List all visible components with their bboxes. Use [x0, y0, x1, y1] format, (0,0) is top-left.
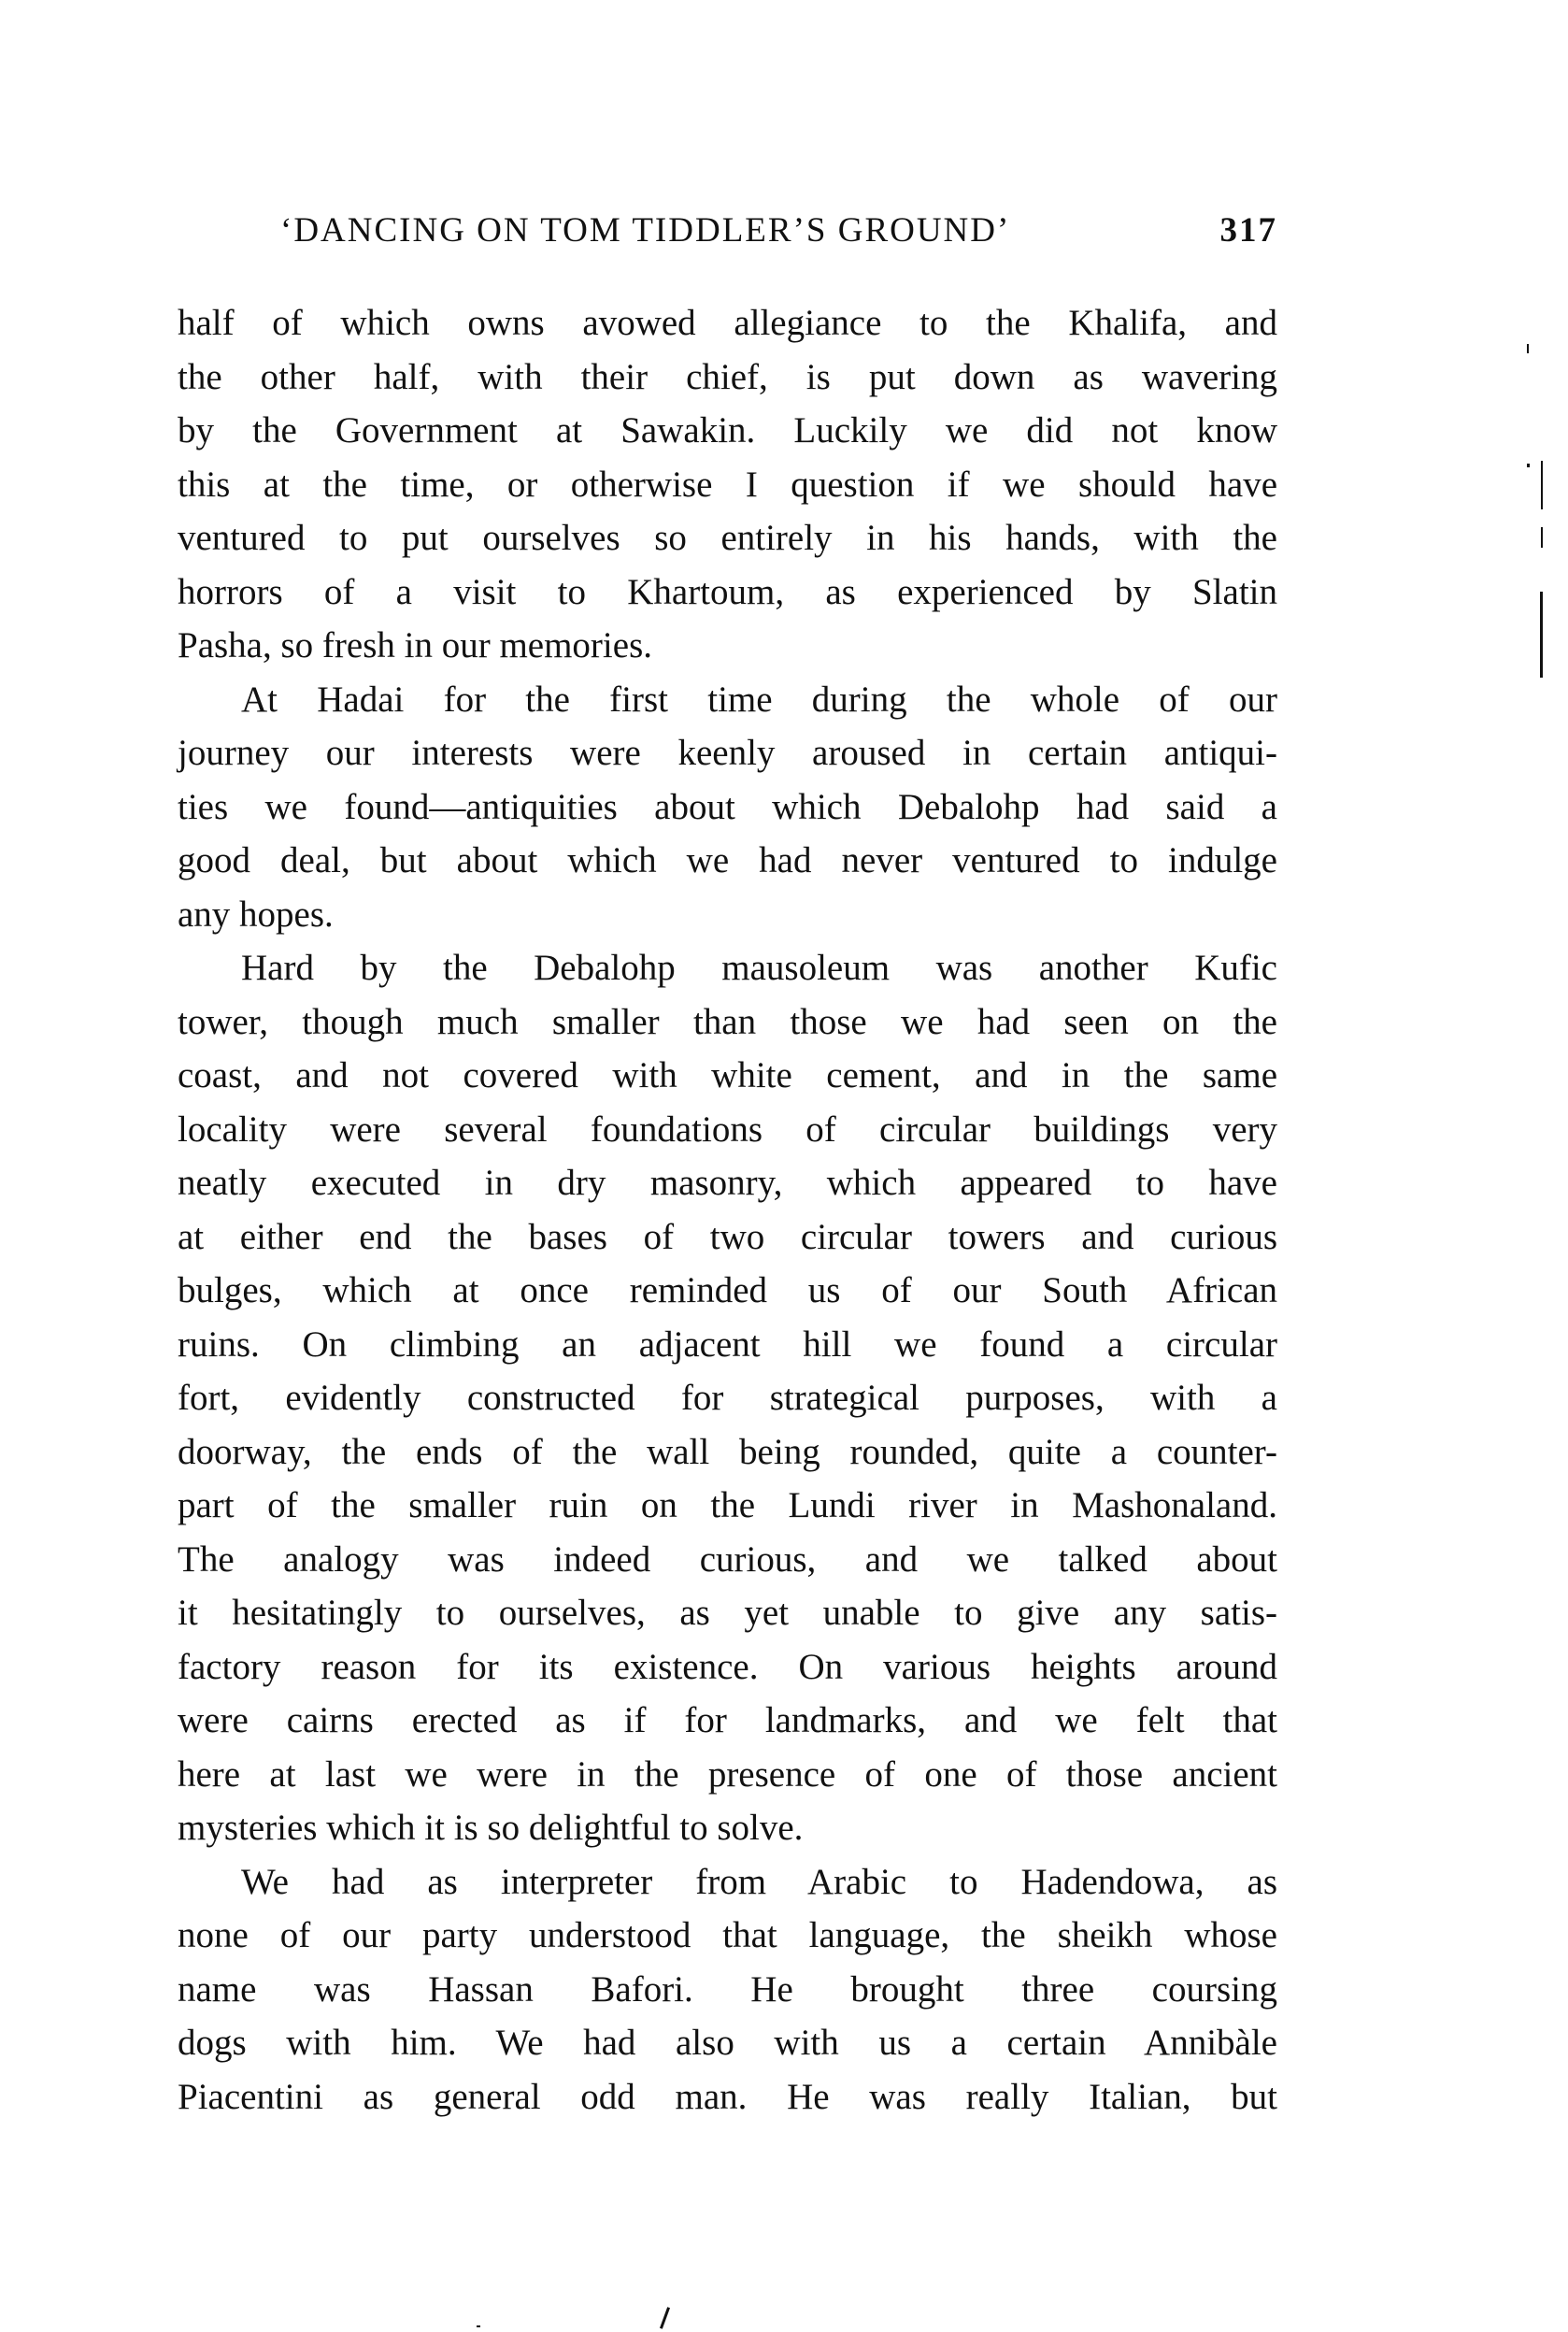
text-line: good deal, but about which we had never ventured to indulge	[178, 840, 1277, 880]
scan-speck	[477, 2325, 480, 2327]
text-line: this at the time, or otherwise I question if we should have	[178, 464, 1277, 505]
text-line: dogs with him. We had also with us a certain Annibàle	[178, 2023, 1277, 2063]
text-line: here at last we were in the presence of one of those ancient	[178, 1753, 1277, 1795]
running-head-title: ‘DANCING ON TOM TIDDLER’S GROUND’	[280, 211, 1011, 250]
running-head	[280, 207, 1277, 254]
text-line: name was Hassan Bafori. He brought three coursing	[178, 1968, 1277, 2010]
text-line: Hard by the Debalohp mausoleum was another Kufic	[241, 948, 1277, 988]
text-line: neatly executed in dry masonry, which appeared to have	[178, 1163, 1277, 1203]
text-line: part of the smaller ruin on the Lundi river in Mashonaland.	[178, 1485, 1277, 1525]
page-number: 317	[1219, 211, 1277, 250]
text-line: the other half, with their chief, is put down as wavering	[178, 356, 1277, 397]
scan-speck	[1527, 344, 1529, 353]
text-line: were cairns erected as if for landmarks, and we felt that	[178, 1700, 1277, 1740]
text-line: The analogy was indeed curious, and we talked about	[178, 1538, 1277, 1580]
text-line: We had as interpreter from Arabic to Hadendowa, as	[241, 1861, 1277, 1902]
text-line: ties we found—antiquities about which Debalohp had said a	[178, 786, 1277, 827]
paragraph	[178, 941, 1277, 1855]
paragraph	[178, 1855, 1277, 2125]
text-line: fort, evidently constructed for strategical purposes, with a	[178, 1378, 1277, 1418]
text-line: doorway, the ends of the wall being rounded, quite a counter-	[178, 1431, 1277, 1472]
scan-margin-line	[1541, 461, 1543, 509]
body-text	[178, 296, 1277, 2124]
text-line: Pasha, so fresh in our memories.	[178, 625, 652, 665]
text-line: at either end the bases of two circular towers and curious	[178, 1216, 1277, 1257]
paragraph	[178, 673, 1277, 942]
text-line: Piacentini as general odd man. He was really Italian, but	[178, 2076, 1277, 2117]
text-line: ventured to put ourselves so entirely in his hands, with the	[178, 518, 1277, 558]
text-line: bulges, which at once reminded us of our South African	[178, 1270, 1277, 1310]
text-line: half of which owns avowed allegiance to the Khalifa, and	[178, 303, 1277, 343]
text-line: journey our interests were keenly aroused in certain antiqui-	[178, 733, 1277, 773]
text-line: any hopes.	[178, 894, 334, 935]
paragraph	[178, 296, 1277, 673]
text-line: coast, and not covered with white cement, and in the same	[178, 1055, 1277, 1095]
text-line: none of our party understood that language, the sheikh whose	[178, 1915, 1277, 1955]
text-line: ruins. On climbing an adjacent hill we found a circular	[178, 1323, 1277, 1365]
text-line: by the Government at Sawakin. Luckily we did not know	[178, 410, 1277, 451]
scan-speck	[660, 2307, 670, 2329]
text-line: it hesitatingly to ourselves, as yet unable to give any satis-	[178, 1593, 1277, 1633]
scan-speck	[1527, 464, 1530, 467]
text-line: horrors of a visit to Khartoum, as experienced by Slatin	[178, 571, 1277, 612]
text-line: factory reason for its existence. On various heights around	[178, 1646, 1277, 1687]
text-line: tower, though much smaller than those we had seen on the	[178, 1001, 1277, 1042]
text-line: mysteries which it is so delightful to solve.	[178, 1808, 804, 1848]
scan-margin-line	[1541, 527, 1543, 548]
text-line: locality were several foundations of circular buildings very	[178, 1109, 1277, 1150]
scan-margin-line	[1540, 592, 1543, 678]
text-line: At Hadai for the first time during the whole of our	[241, 679, 1277, 720]
